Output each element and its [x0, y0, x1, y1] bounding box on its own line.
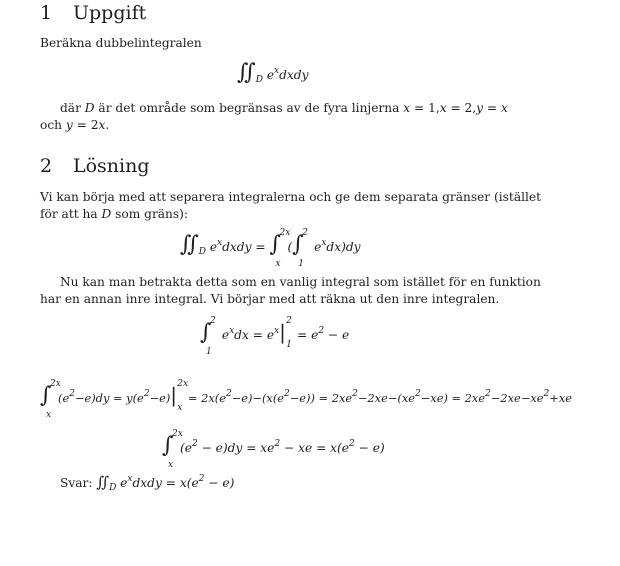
- solution-p2-line1-wrap: Nu kan man betrakta detta som en vanlig integral som istället för en funktion: [60, 275, 541, 289]
- section-heading-uppgift: [40, 2, 146, 24]
- equation-1: $∬_D$ $e^xdxdy$ = ∫ 2x x (∫ 2 1 $e^xdx)dy$: [180, 228, 361, 269]
- equation-4: ∫ 2x x $(e^2 - e)dy = xe^2$ − xe = $x(e^2 - e)$: [162, 429, 385, 470]
- task-description: där D är det område som begränsas av de fyra linjerna x = 1,x = 2,y = x: [60, 101, 508, 115]
- answer-line: Svar: $∬_D$ $e^xdxdy = x(e^2 - e)$: [60, 473, 235, 493]
- solution-p2-line2: har en annan inre integral. Vi börjar med att räkna ut den inre integralen.: [40, 292, 500, 306]
- section-title: Uppgift: [73, 2, 147, 24]
- task-desc-line2-wrap: och y = 2x.: [40, 118, 110, 132]
- solution-p1-line1: Vi kan börja med att separera integralerna och ge dem separata gränser (istället: [40, 190, 541, 204]
- section-title: Lösning: [73, 155, 150, 177]
- equation-2: ∫ 2 1 $e^xdx = e^x|$ 2 1 = $e^2 - e$: [200, 316, 350, 357]
- section-number: 2: [40, 155, 53, 177]
- answer-label: Svar:: [60, 476, 93, 490]
- section-heading-losning: [40, 155, 150, 177]
- task-intro: Beräkna dubbelintegralen: [40, 36, 202, 50]
- task-integral: $∬_D$ $e^xdxdy$: [237, 60, 309, 85]
- equation-3: ∫ 2x x $(e^2-e)dy = y(e^2-e)|$ 2x x = $2x(e^2-e)-(x(e^2-e)) = 2xe^2-2xe-(xe^2-xe) = 2xe^2-2xe-xe^2+xe$: [40, 379, 572, 420]
- solution-p1-line2-wrap: för att ha D som gräns):: [40, 207, 189, 221]
- section-number: 1: [40, 2, 53, 24]
